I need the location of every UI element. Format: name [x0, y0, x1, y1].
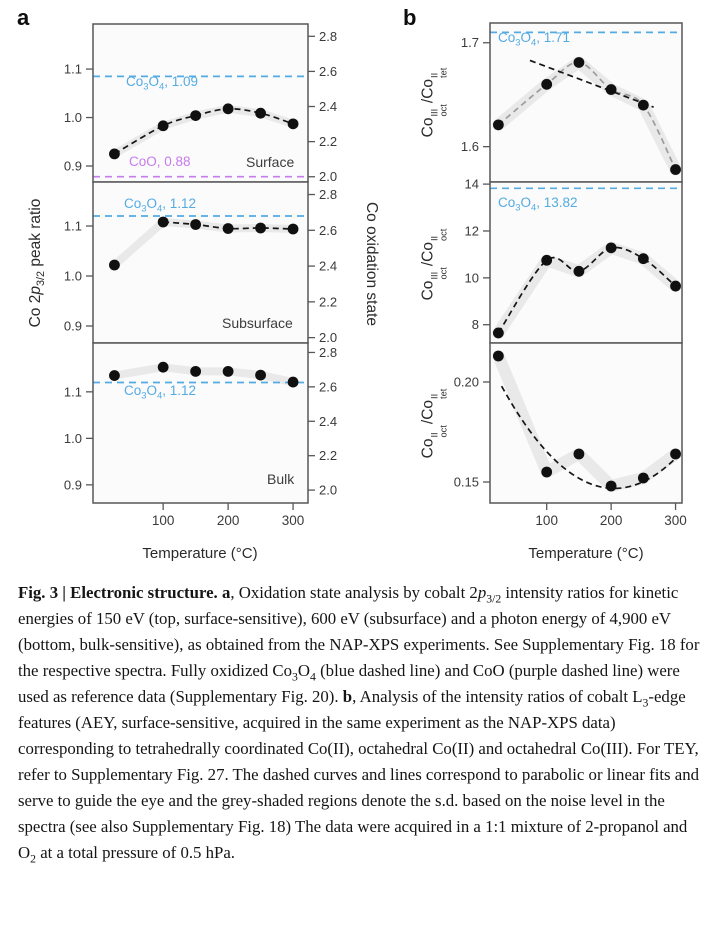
- y-tick-label: 12: [464, 223, 479, 239]
- data-point: [638, 100, 649, 111]
- y-tick-label: 1.0: [63, 268, 82, 284]
- y2-tick-label: 2.2: [319, 294, 338, 310]
- x-tick-label: 300: [664, 513, 687, 528]
- a-left-axis-label: Co $2p_{3/2}$ peak ratio: [27, 198, 48, 328]
- b-top-axis-label: Co III oct /Co II tet: [419, 67, 449, 138]
- data-point: [606, 84, 617, 95]
- y2-tick-label: 2.0: [319, 169, 338, 185]
- a-right-axis-label: Co oxidation state: [363, 201, 380, 327]
- y2-tick-label: 2.0: [319, 482, 338, 498]
- data-point: [190, 366, 201, 377]
- data-point: [493, 119, 504, 130]
- x-tick-label: 100: [535, 513, 558, 528]
- y2-tick-label: 2.8: [319, 28, 338, 44]
- y-tick-label: 1.1: [63, 218, 82, 234]
- panel-letter-a: a: [17, 5, 30, 30]
- data-point: [638, 473, 649, 484]
- data-point: [606, 242, 617, 253]
- data-point: [670, 164, 681, 175]
- data-point: [493, 328, 504, 339]
- data-point: [158, 362, 169, 373]
- subplot-Co-oct-II-over-Co-tet-II: [454, 343, 687, 528]
- y-tick-label: 1.1: [63, 61, 82, 77]
- y-tick-label: 8: [471, 317, 479, 333]
- y2-tick-label: 2.0: [319, 330, 338, 346]
- data-point: [109, 370, 120, 381]
- y-tick-label: 1.0: [63, 430, 82, 446]
- data-point: [158, 120, 169, 131]
- data-point: [223, 366, 234, 377]
- y2-tick-label: 2.6: [319, 222, 338, 238]
- y2-tick-label: 2.8: [319, 344, 338, 360]
- data-point: [606, 481, 617, 492]
- data-point: [670, 449, 681, 460]
- y-tick-label: 14: [464, 176, 479, 192]
- y-tick-label: 0.9: [63, 318, 82, 334]
- b-mid-axis-label: Co III oct /Co II oct: [419, 228, 449, 301]
- a-x-axis-label: Temperature (°C): [142, 545, 258, 562]
- y-tick-label: 0.9: [63, 158, 82, 174]
- data-point: [255, 108, 266, 119]
- ref-label-surface-coo: CoO, 0.88: [129, 154, 191, 169]
- y2-tick-label: 2.8: [319, 187, 338, 203]
- data-point: [109, 260, 120, 271]
- data-point: [670, 281, 681, 292]
- x-tick-label: 200: [599, 513, 623, 528]
- figure-caption: Fig. 3 | Electronic structure. a, Oxidation state analysis by cobalt $2p_{3/2}$ intensity ratios for kinetic energies of 150 eV (top, surface-sensitive), 600 eV (subsurface) and a photon energy of 4,900 eV (bottom, bulk-sensitive), as obtained from the NAP-XPS experiments. See Supplementary Fig. 18 for the respective spectra. Fully oxidized $Co_3O_4$ (blue dashed line) and CoO (purple dashed line) were used as reference data (Supplementary Fig. 20). b, Analysis of the intensity ratios of cobalt $L_3$-edge features (AEY, surface-sensitive, acquired in the same experiment as the NAP-XPS data) corresponding to tetrahedrally coordinated Co(II), octahedral Co(II) and octahedral Co(III). For TEY, refer to Supplementary Fig. 27. The dashed curves and lines correspond to parabolic or linear fits and serve to guide the eye and the grey-shaded regions denote the s.d. based on the noise level in the spectra (see also Supplementary Fig. 18) The data were acquired in a 1:1 mixture of 2-propanol and $O_2$ at a total pressure of 0.5 hPa.: [18, 583, 700, 866]
- y2-tick-label: 2.6: [319, 379, 338, 395]
- data-point: [255, 370, 266, 381]
- b-x-axis-label: Temperature (°C): [528, 545, 644, 562]
- subplot-Co-oct-III-over-Co-tet-II: [461, 23, 682, 182]
- plot-background: [490, 343, 682, 503]
- data-point: [574, 266, 585, 277]
- y-tick-label: 0.9: [63, 477, 82, 493]
- y2-tick-label: 2.4: [319, 258, 338, 274]
- panel-letter-b: b: [403, 5, 417, 30]
- ref-label-b-mid-co3o4: $Co_3O_4$, 13.82: [498, 195, 578, 214]
- subplot-Subsurface: [64, 182, 337, 345]
- ref-label-subsurface-co3o4: $Co_3O_4$, 1.12: [124, 196, 197, 215]
- data-point: [190, 110, 201, 121]
- data-point: [255, 223, 266, 234]
- y-tick-label: 0.20: [453, 374, 479, 390]
- b-bottom-axis-label: Co II oct /Co II tet: [419, 388, 449, 459]
- y2-tick-label: 2.6: [319, 63, 338, 79]
- data-point: [541, 79, 552, 90]
- data-point: [541, 467, 552, 478]
- data-point: [190, 219, 201, 230]
- data-point: [109, 148, 120, 159]
- ref-label-b-top-co3o4: $Co_3O_4$, 1.71: [498, 30, 571, 49]
- y-tick-label: 1.6: [460, 139, 479, 155]
- data-point: [638, 253, 649, 264]
- y2-tick-label: 2.2: [319, 448, 338, 464]
- ref-label-surface-co3o4: $Co_3O_4$, 1.09: [126, 74, 199, 93]
- ref-label-bulk-co3o4: $Co_3O_4$, 1.12: [124, 383, 197, 402]
- x-tick-label: 300: [281, 513, 305, 528]
- x-tick-label: 100: [151, 513, 175, 528]
- subplot-Surface: [64, 24, 337, 184]
- y-tick-label: 0.15: [453, 474, 479, 490]
- data-point: [574, 57, 585, 68]
- data-point: [288, 118, 299, 129]
- y2-tick-label: 2.4: [319, 99, 338, 115]
- y-tick-label: 10: [464, 270, 479, 286]
- subplot-label-surface: Surface: [246, 154, 295, 170]
- data-point: [574, 449, 585, 460]
- data-point: [223, 223, 234, 234]
- y-tick-label: 1.1: [63, 384, 82, 400]
- subplot-label-bulk: Bulk: [267, 471, 295, 487]
- y2-tick-label: 2.2: [319, 134, 338, 150]
- y-tick-label: 1.7: [460, 35, 479, 51]
- data-point: [493, 351, 504, 362]
- y2-tick-label: 2.4: [319, 413, 338, 429]
- data-point: [288, 377, 299, 388]
- subplot-Bulk: [64, 343, 337, 528]
- data-point: [158, 217, 169, 228]
- x-tick-label: 200: [216, 513, 240, 528]
- data-point: [541, 255, 552, 266]
- subplot-label-subsurface: Subsurface: [222, 315, 293, 331]
- data-point: [223, 103, 234, 114]
- data-point: [288, 224, 299, 235]
- y-tick-label: 1.0: [63, 110, 82, 126]
